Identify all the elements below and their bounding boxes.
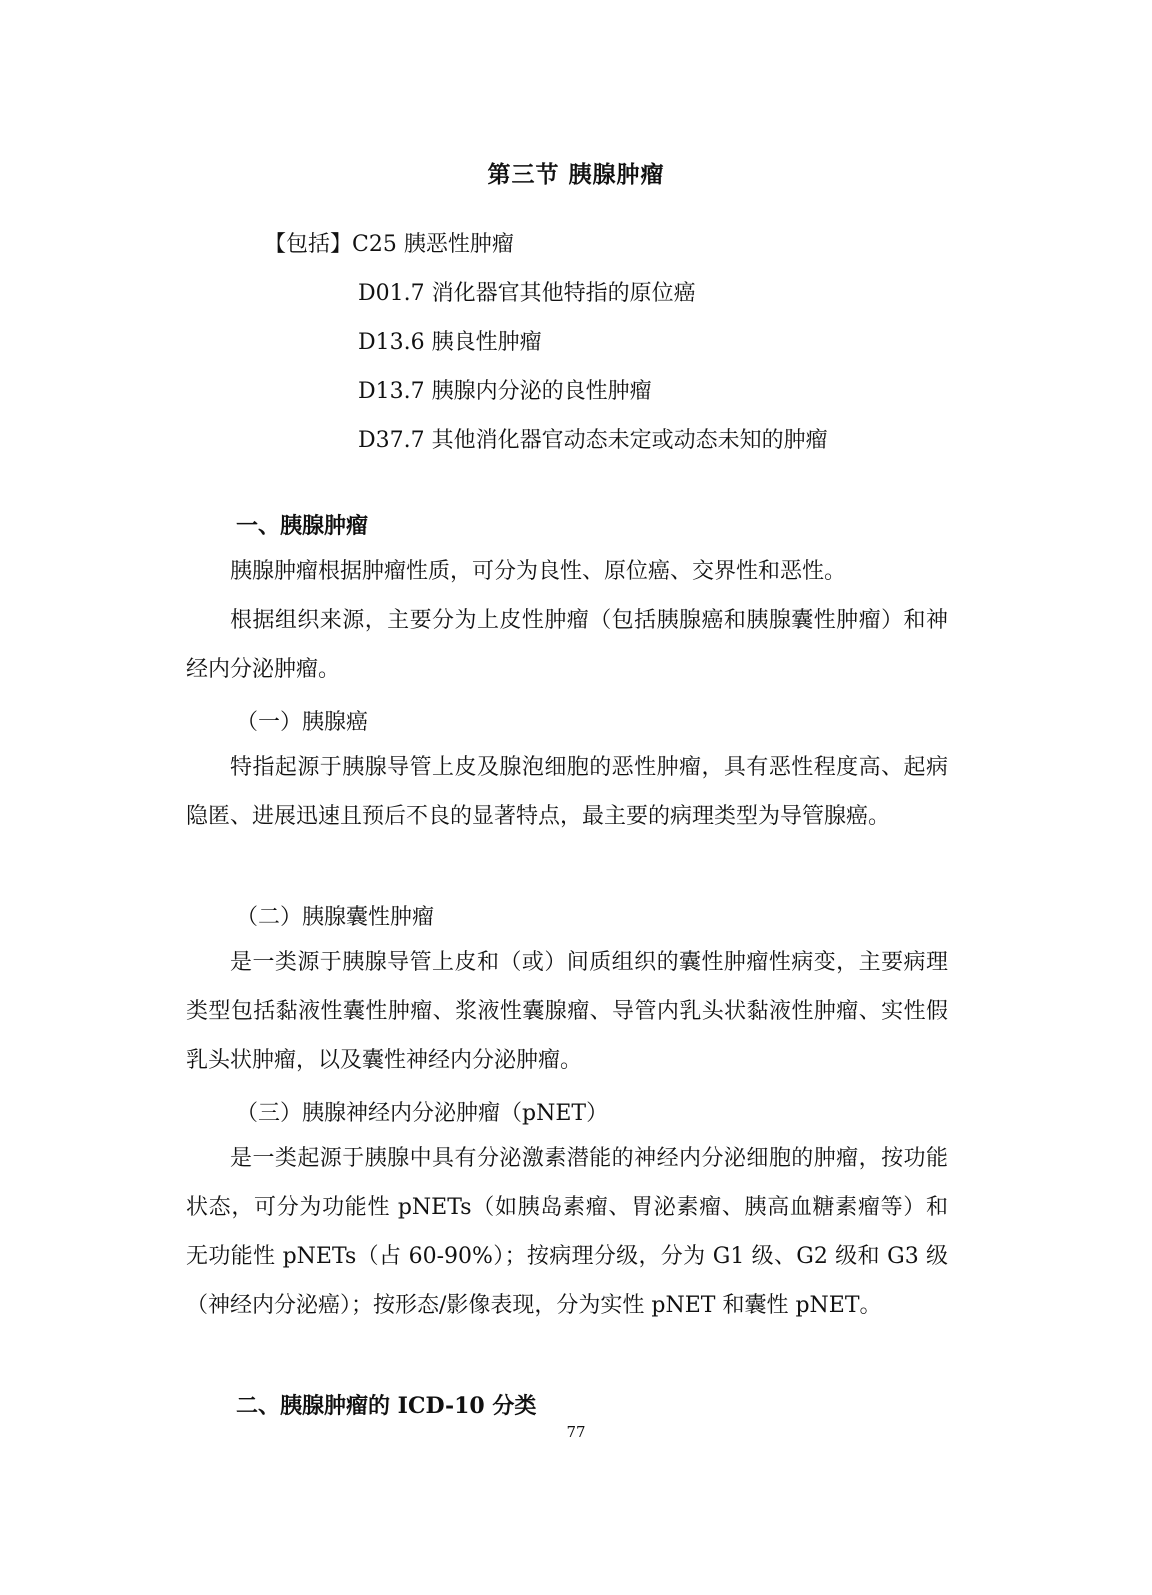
subsection-heading: （一）胰腺癌	[236, 710, 369, 735]
paragraph: 胰腺肿瘤根据肿瘤性质，可分为良性、原位癌、交界性和恶性。	[230, 559, 847, 584]
include-item: D01.7 消化器官其他特指的原位癌	[358, 281, 696, 306]
include-label: 【包括】C25 胰恶性肿瘤	[264, 232, 514, 257]
section-heading: 二、胰腺肿瘤的 ICD-10 分类	[236, 1393, 537, 1419]
subsection-heading: （二）胰腺囊性肿瘤	[236, 905, 435, 930]
include-item: D13.6 胰良性肿瘤	[358, 330, 542, 355]
page-number: 77	[566, 1423, 586, 1441]
paragraph: 特指起源于胰腺导管上皮及腺泡细胞的恶性肿瘤，具有恶性程度高、起病隐匿、进展迅速且预后不良的显著特点，最主要的病理类型为导管腺癌。	[186, 755, 948, 829]
paragraph: 根据组织来源，主要分为上皮性肿瘤（包括胰腺癌和胰腺囊性肿瘤）和神经内分泌肿瘤。	[186, 608, 948, 682]
paragraph: 是一类源于胰腺导管上皮和（或）间质组织的囊性肿瘤性病变，主要病理类型包括黏液性囊性肿瘤、浆液性囊腺瘤、导管内乳头状黏液性肿瘤、实性假乳头状肿瘤，以及囊性神经内分泌肿瘤。	[186, 950, 948, 1073]
page-title: 第三节 胰腺肿瘤	[487, 161, 665, 188]
section-heading: 一、胰腺肿瘤	[236, 513, 369, 539]
paragraph: 是一类起源于胰腺中具有分泌激素潜能的神经内分泌细胞的肿瘤，按功能状态，可分为功能性 pNETs（如胰岛素瘤、胃泌素瘤、胰高血糖素瘤等）和无功能性 pNETs（占 60-90%）；按病理分级，分为 G1 级、G2 级和 G3 级（神经内分泌癌）；按形态/影像表现，分为实性 pNET 和囊性 pNET。	[186, 1146, 948, 1318]
include-item: D13.7 胰腺内分泌的良性肿瘤	[358, 379, 652, 404]
include-item: D37.7 其他消化器官动态未定或动态未知的肿瘤	[358, 428, 828, 453]
subsection-heading: （三）胰腺神经内分泌肿瘤（pNET）	[236, 1101, 609, 1126]
